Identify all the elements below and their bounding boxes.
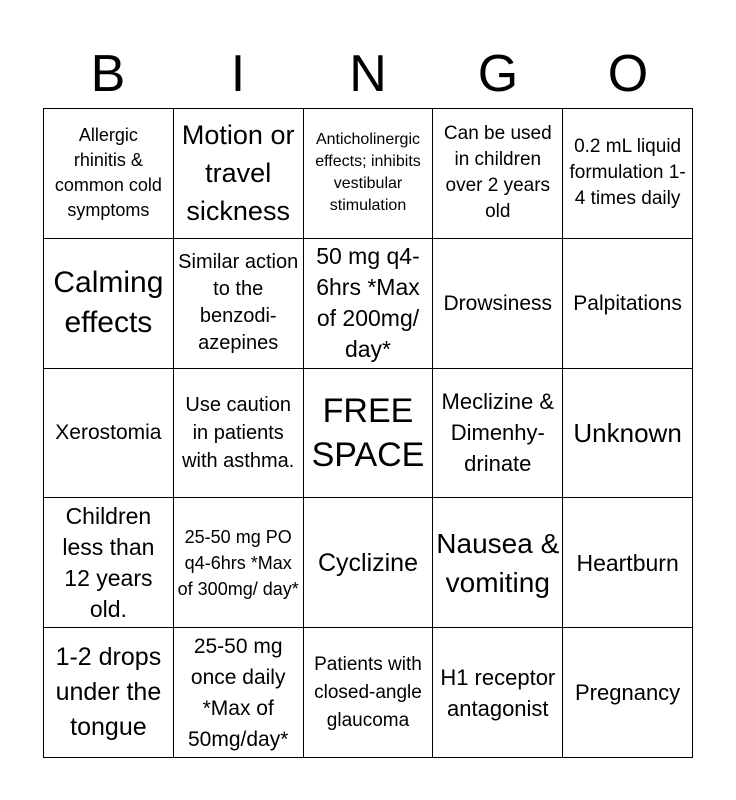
bingo-cell[interactable]: Palpitations [563, 239, 693, 369]
header-letter-o: O [607, 45, 649, 103]
bingo-cell[interactable]: Xerostomia [44, 369, 174, 499]
bingo-cell[interactable]: H1 receptor antagonist [433, 628, 563, 758]
bingo-cell[interactable]: 25-50 mg PO q4-6hrs *Max of 300mg/ day* [174, 498, 304, 628]
bingo-cell[interactable]: Calming effects [44, 239, 174, 369]
bingo-cell[interactable]: 50 mg q4-6hrs *Max of 200mg/ day* [304, 239, 434, 369]
bingo-cell[interactable]: 1-2 drops under the tongue [44, 628, 174, 758]
bingo-cell[interactable]: Can be used in children over 2 years old [433, 109, 563, 239]
bingo-cell[interactable]: 25-50 mg once daily *Max of 50mg/day* [174, 628, 304, 758]
bingo-cell[interactable]: Anticholinergic effects; inhibits vestibular stimulation [304, 109, 434, 239]
bingo-cell[interactable]: Meclizine & Dimenhy-drinate [433, 369, 563, 499]
header-letter-g: G [477, 45, 519, 103]
bingo-cell[interactable]: Pregnancy [563, 628, 693, 758]
bingo-cell[interactable]: Unknown [563, 369, 693, 499]
header-letter-i: I [230, 45, 246, 103]
free-space-cell[interactable]: FREE SPACE [304, 369, 434, 499]
bingo-cell[interactable]: 0.2 mL liquid formulation 1-4 times daily [563, 109, 693, 239]
header-letter-n: N [349, 45, 387, 103]
bingo-cell[interactable]: Drowsiness [433, 239, 563, 369]
bingo-cell[interactable]: Cyclizine [304, 498, 434, 628]
bingo-cell[interactable]: Patients with closed-angle glaucoma [304, 628, 434, 758]
bingo-cell[interactable]: Use caution in patients with asthma. [174, 369, 304, 499]
bingo-cell[interactable]: Motion or travel sickness [174, 109, 304, 239]
bingo-cell[interactable]: Similar action to the benzodi-azepines [174, 239, 304, 369]
header-letter-b: B [90, 45, 126, 103]
bingo-cell[interactable]: Heartburn [563, 498, 693, 628]
bingo-grid [43, 108, 693, 758]
bingo-cell[interactable]: Allergic rhinitis & common cold symptoms [44, 109, 174, 239]
bingo-cell[interactable]: Children less than 12 years old. [44, 498, 174, 628]
bingo-header [43, 40, 693, 108]
bingo-cell[interactable]: Nausea & vomiting [433, 498, 563, 628]
